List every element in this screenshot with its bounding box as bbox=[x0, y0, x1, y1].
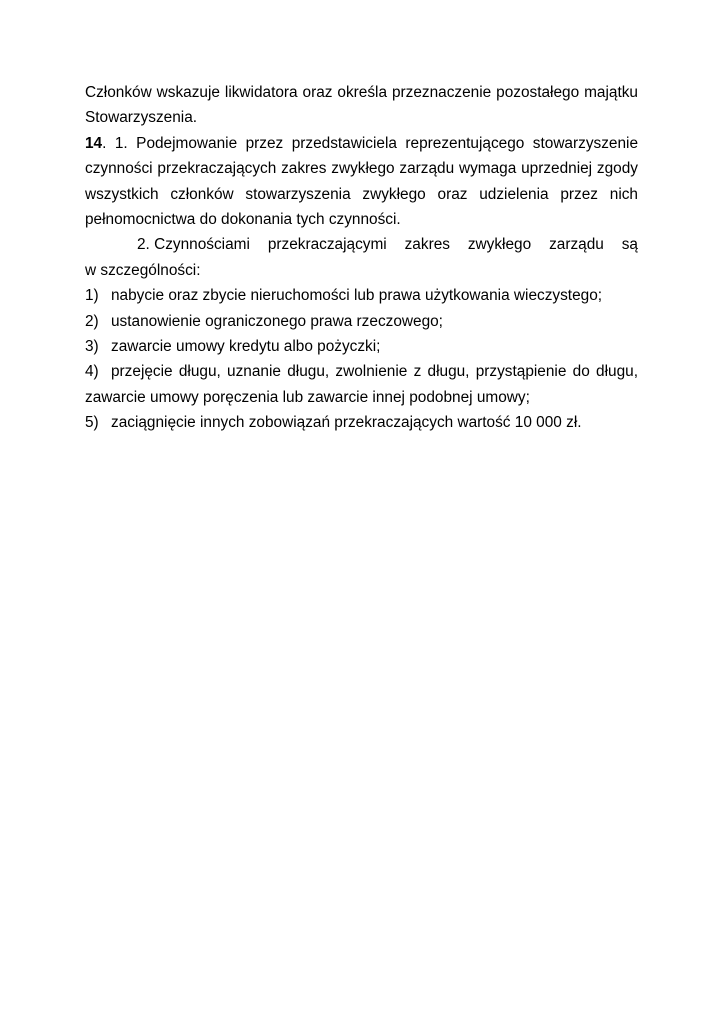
text-line: w szczególności: bbox=[85, 261, 201, 279]
text-line: 5) zaciągnięcie innych zobowiązań przekraczających wartość 10 000 zł. bbox=[85, 410, 638, 435]
section-number: 14 bbox=[85, 134, 103, 152]
text-line: pełnomocnictwa do dokonania tych czynności. bbox=[85, 211, 401, 229]
text-line: 2) ustanowienie ograniczonego prawa rzeczowego; bbox=[85, 309, 638, 334]
text-line: Stowarzyszenia. bbox=[85, 109, 198, 127]
text-line: 2. Czynnościami przekraczającymi zakres zwykłego zarządu są bbox=[85, 232, 638, 257]
list-marker: 3) bbox=[85, 338, 99, 356]
text-line: wszystkich członków stowarzyszenia zwykłego oraz udzielenia przez nich bbox=[85, 185, 638, 203]
text-line: 3) zawarcie umowy kredytu albo pożyczki; bbox=[85, 334, 638, 359]
list-marker: 1) bbox=[85, 287, 99, 305]
document-text-block bbox=[85, 80, 638, 436]
text-line: Członków wskazuje likwidatora oraz określa przeznaczenie pozostałego majątku bbox=[85, 84, 638, 101]
text-line: 14. 1. Podejmowanie przez przedstawiciela reprezentującego stowarzyszenie bbox=[85, 134, 638, 152]
list-marker: 5) bbox=[85, 414, 99, 432]
text-line: czynności przekraczających zakres zwykłego zarządu wymaga uprzedniej zgody bbox=[85, 160, 638, 178]
text-line: 4) przejęcie długu, uznanie długu, zwolnienie z długu, przystąpienie do długu, bbox=[85, 359, 638, 384]
text-line: zawarcie umowy poręczenia lub zawarcie innej podobnej umowy; bbox=[85, 388, 530, 406]
text-segment: 2. Czynnościami bbox=[137, 236, 250, 254]
text-line: 1) nabycie oraz zbycie nieruchomości lub prawa użytkowania wieczystego; bbox=[85, 283, 638, 308]
list-marker: 4) bbox=[85, 363, 99, 381]
list-marker: 2) bbox=[85, 312, 99, 330]
